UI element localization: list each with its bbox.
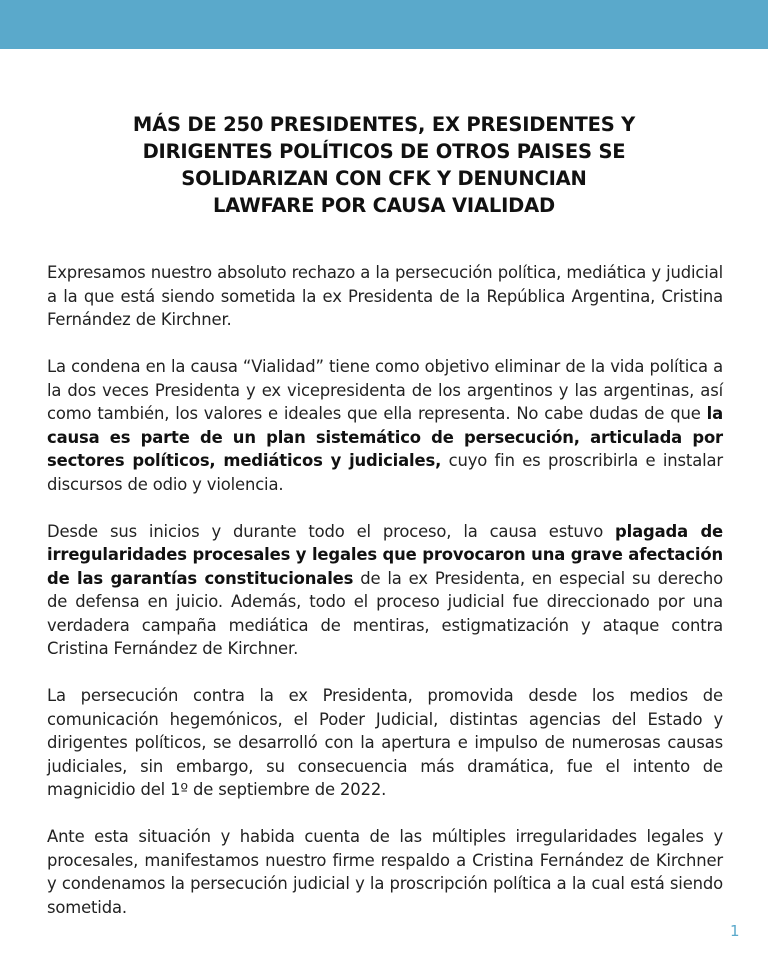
paragraph-text: Desde sus inicios y durante todo el proceso, la causa estuvo [47,521,616,541]
paragraph-text: La persecución contra la ex Presidenta, promovida desde los medios de comunicación hegemónicos, el Poder Judicial, distintas agencias del Estado y dirigentes políticos, se desarrolló con la apertura e impulso de numerosas causas judiciales, sin embargo, su consecuencia más dramática, fue el intento de magnicidio del 1º de septiembre de 2022. [47,686,723,799]
paragraph-text: de la ex Presidenta, en especial su derecho de defensa en juicio. Además, todo el proceso judicial fue direccionado por una verdadera campaña mediática de mentiras, estigmatización y ataque contra Cristina Fernández de Kirchner. [47,568,723,658]
title-line: DIRIGENTES POLÍTICOS DE OTROS PAISES SE [142,140,626,163]
document-body [47,261,723,943]
paragraph-emphasis: plagada de irregularidades procesales y legales que provocaron una grave afectación de las garantías constitucionales [47,521,723,588]
page-number: 1 [730,922,740,940]
paragraph-4 [47,684,723,802]
title-line: SOLIDARIZAN CON CFK Y DENUNCIAN [181,167,587,190]
paragraph-text: Ante esta situación y habida cuenta de las múltiples irregularidades legales y procesales, manifestamos nuestro firme respaldo a Cristina Fernández de Kirchner y condenamos la persecución judicial y la proscripción política a la cual está siendo sometida. [47,827,723,917]
paragraph-2 [47,355,723,496]
title-line: LAWFARE POR CAUSA VIALIDAD [212,194,556,217]
paragraph-text: La condena en la causa “Vialidad” tiene como objetivo eliminar de la vida política a la dos veces Presidenta y ex vicepresidenta de los argentinos y las argentinas, así como también, los valores e ideales que ella representa. No cabe dudas de que [47,357,723,423]
title-line: MÁS DE 250 PRESIDENTES, EX PRESIDENTES Y [132,113,636,136]
paragraph-1 [47,261,723,332]
paragraph-text: cuyo fin es proscribirla e instalar discursos de odio y violencia. [47,451,723,494]
paragraph-text: Expresamos nuestro absoluto rechazo a la persecución política, mediática y judicial a la que está siendo sometida la ex Presidenta de la República Argentina, Cristina Fernández de Kirchner. [47,263,723,329]
header-bar [0,0,768,49]
paragraph-3 [47,520,723,661]
document-title [60,111,708,219]
paragraph-emphasis: la causa es parte de un plan sistemático de persecución, articulada por sectores políticos, mediáticos y judiciales, [47,404,723,470]
paragraph-5 [47,825,723,919]
